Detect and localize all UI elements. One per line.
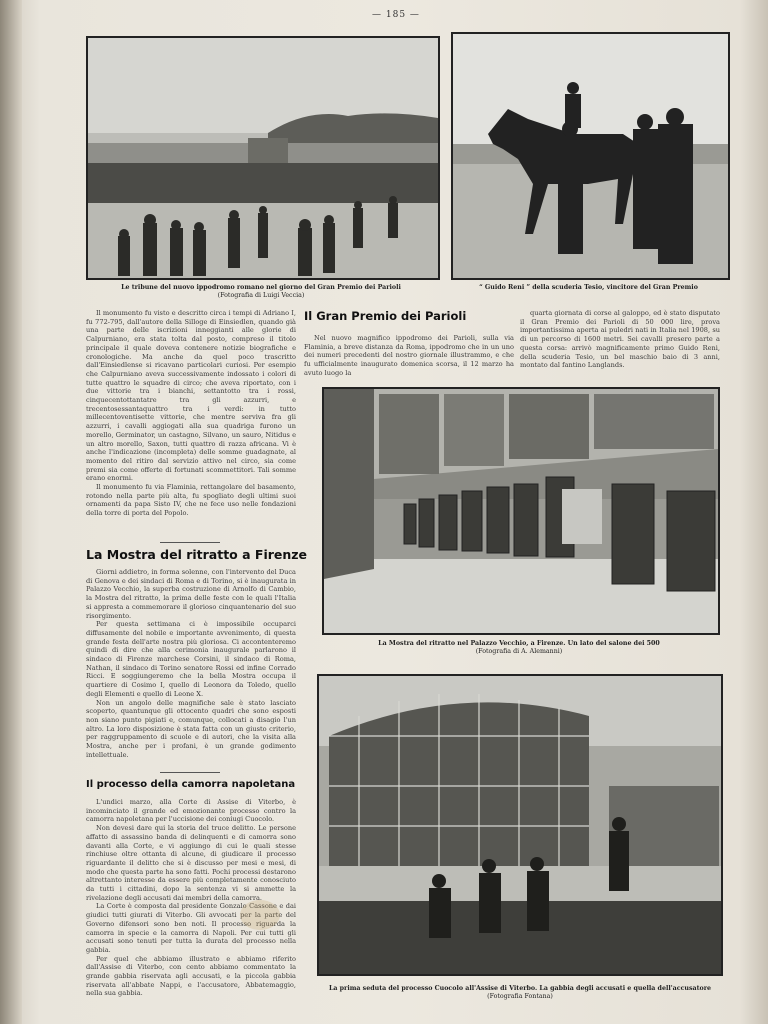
camorra-title: Il processo della camorra napoletana [86,779,296,790]
camorra-article: L'undici marzo, alla Corte di Assise di Viterbo, è incominciato il grande ed emozionante processo contro la camorra napoletana per l'uccisione dei coniugi Cuocolo. Non devesi dare qui la storia del truce delitto. Le persone affatto di assassino banda di delinquenti e di camorra sono davanti alla Corte, e vi aggiungo di cui le quali stesse rinchiuse oltre ottanta di alcune, di giudicare il processo riguardante il delitto che si è discusso per mesi e mesi, di modo che questa parte ha sono fatti. Pochi processi destarono altrettanto interesse da essere più completamente conosciuto da tutti i cittadini, dopo la sentenza vi si ammette la rivelazione degli accusati dai membri della camorra. La Corte è composta dal presidente Gonzalo Cassone e dai giudici tutti giurati di Viterbo. Gli avvocati per la parte del Governo difensori sono ben noti. Il processo riguarda la camorra in specie e la camorra di Napoli. Per cui tutti gli accusati sono tenuti per tutta la durata del processo nella gabbia. Per quel che abbiamo illustrato e abbiamo riferito dall'Assise di Viterbo, con cento abbiamo commentato la grande gabbia riservata agli accusati, e la piccola gabbia riservata all'abbate Nappi, e l'accusatore, Abbatemaggio, nella sua gabbia. [86,798,296,998]
caption-exhibition-hall: La Mostra del ritratto nel Palazzo Vecchio, a Firenze. Un lato del salone dei 500 (Fotografia di A. Alemanni) [378,640,660,655]
photo-racecourse [86,36,440,280]
photo-winner-horse [451,32,730,280]
trial-image [319,676,721,974]
gran-premio-article-continued: quarta giornata di corse al galoppo, ed è stato disputato il Gran Premio dei Parioli di 50 000 lire, prova importantissima aperta ai puledri nati in Italia nel 1908, su di un percorso di 1600 metri. Sei cavalli presero parte a questa corsa: arrivò magnificamente primo Guido Reni, della scuderia Tesio, un bel maschio baio di 3 anni, montato dal fantino Langlands. [520,309,720,370]
separator-rule-2 [160,772,220,773]
caption-trial: La prima seduta del processo Cuocolo all'Assise di Viterbo. La gabbia degli accusati e quella dell'accusatore (Fotografia Fontana) [328,985,712,1000]
racecourse-image [88,38,438,278]
book-binding [0,0,22,1024]
photo-trial [317,674,723,976]
separator-rule [160,542,220,543]
photo-exhibition-hall [322,387,720,635]
caption-winner-horse: “ Guido Reni ” della scuderia Tesio, vincitore del Gran Premio [479,284,698,291]
page-number: — 185 — [372,10,420,20]
exhibition-hall-image [324,389,718,633]
caption-racecourse: Le tribune del nuovo ippodromo romano nel giorno del Gran Premio dei Parioli (Fotografia di Luigi Veccia) [121,284,401,299]
winner-horse-image [453,34,728,278]
mostra-article: Giorni addietro, in forma solenne, con l'intervento del Duca di Genova e dei sindaci di Roma e di Torino, si è inaugurata in Palazzo Vecchio, la superba costruzione di Arnolfo di Cambio, la Mostra del ritratto, la prima delle feste con le quali l'Italia si appresta a commemorare il glorioso cinquantenario del suo risorgimento. Per questa settimana ci è impossibile occuparci diffusamente del nobile e importante avvenimento, di questa grande festa dell'arte nostra più gloriosa. Ci accontenteremo quindi di dire che alla cerimonia inaugurale parlarono il sindaco di Firenze marchese Corsini, il sindaco di Roma, Nathan, il sindaco di Torino senatore Rossi ed infine Corrado Ricci. E soggiungeremo che la bella Mostra occupa il quartiere di Cosimo I, quello di Leonora da Toledo, quello degli Elementi e quello di Leone X. Non un angolo delle magnifiche sale è stato lasciato scoperto, quantunque gli ottocento quadri che sono esposti non siano punto pigiati e, comunque, collocati a disagio l'un altro. La loro disposizione è stata fatta con un giusto criterio, per raggruppamento di scuole e di autori, che la visita alla Mostra, anche per i profani, è un grande godimento intellettuale. [86,568,296,759]
monument-article: Il monumento fu visto e descritto circa i tempi di Adriano I, fu 772-795, dall'autore della Silloge di Einsiedlen, quando già una parte delle iscrizioni inneggianti alle glorie di Calpurniano, era stata tolta dal posto, compreso il titolo principale il quale doveva contenere notizie biografiche e cronologiche. Ma anche da quel poco trascritto dall'Einsiedlense si ricavano particolari curiosi. Per esempio che Calpurniano aveva successivamente indossato i colori di tutte quattro le squadre di circo; che aveva riportato, con i due vittorie tra i bianchi, settantotto tra i rossi, cinquecentottantatre tra gli azzurri, e trecentosessantaquattro tra i verdi: in tutto millecentoventisette vittorie, che mentre serviva fra gli azzurri, i cavalli aggiogati alla sua quadriga furono un morello, Germinator, un castagno, Silvano, un sauro, Nitidus e un altro morello, Saxon, tutti quattro di razza africana. Vi è anche l'indicazione (incompleta) delle somme guadagnate, al momento del ritiro dal servizio attivo nel circo, sia come premi sia come offerte di fortunati scommettitori. Tali somme erano enormi. Il monumento fu via Flaminia, rettangolare del basamento, rotondo nella parte più alta, fu spogliato degli ultimi suoi ornamenti da papa Sisto IV, che ne fece uso nelle fondazioni della torre di porta del Popolo. [86,309,296,518]
gran-premio-title: Il Gran Premio dei Parioli [304,309,467,323]
paper-stain [240,900,280,930]
gran-premio-article: Nel nuovo magnifico ippodromo dei Parioli, sulla via Flaminia, a breve distanza da Roma, ippodromo che in un uno dei numeri precedenti del nostro giornale illustrammo, e che fu ufficialmente inaugurato domenica scorsa, il 12 marzo ha avuto luogo la [304,334,514,377]
mostra-title: La Mostra del ritratto a Firenze [86,547,308,562]
